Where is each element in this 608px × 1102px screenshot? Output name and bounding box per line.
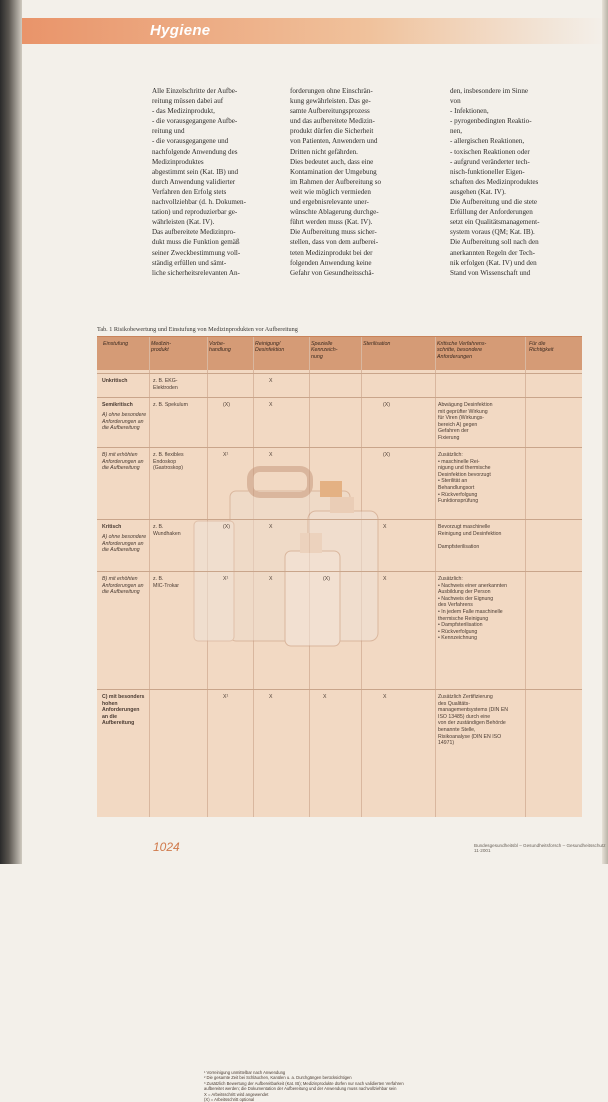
table-caption: Tab. 1 Risikobewertung und Einstufung von Medizinprodukten vor Aufbereitung bbox=[97, 326, 298, 333]
cell-note: B) mit erhöhten Anforderungen an die Aufbereitung bbox=[102, 452, 144, 472]
text-line: tation) und reproduzierbar ge- bbox=[152, 208, 238, 217]
text-line: liche sicherheitsrelevanten An- bbox=[152, 268, 240, 277]
cell-product: z. B. MIC-Trokar bbox=[153, 576, 180, 589]
text-line: reitung müssen dabei auf bbox=[152, 97, 224, 106]
footnote-line: ³ Zusätzlich Bewertung der Aufbereitbarkeit (Kat. IB); Medizinprodukte dürfen nur nach validierten Verfahren bbox=[204, 1080, 404, 1086]
th-einstufung: Einstufung bbox=[103, 341, 129, 347]
text-line: wünschte Ablagerung durchge- bbox=[290, 208, 379, 217]
text-line: nik erfolgen (Kat. IV) und den bbox=[450, 258, 537, 267]
cell-note: A) ohne besondere Anforderungen an die Aufbereitung bbox=[102, 534, 147, 554]
cell-krit: Abwägung Desinfektion mit geprüfter Wirkung für Viren (Wirkungs- bereich A) gegen Gefahren der Fixierung bbox=[438, 402, 493, 441]
text-line: ständig erfüllen und sämt- bbox=[152, 258, 227, 267]
text-line: - aufgrund veränderter tech- bbox=[450, 157, 530, 166]
th-produkt: Medizin- produkt bbox=[151, 341, 172, 354]
text-line: und das aufbereitete Medizin- bbox=[290, 117, 375, 126]
cell-steril: (X) bbox=[383, 402, 390, 408]
text-column-3 bbox=[450, 86, 580, 278]
text-line: - die vorausgegangene Aufbe- bbox=[152, 117, 238, 126]
text-line: system voraus (QM; Kat. IB). bbox=[450, 228, 535, 237]
cell-reinig: X bbox=[269, 402, 273, 408]
th-vorbehandlung: Vorbe- handlung bbox=[209, 341, 231, 354]
text-line: - Infektionen, bbox=[450, 107, 489, 116]
cell-kenn: (X) bbox=[323, 576, 330, 582]
text-line: - allergischen Reaktionen, bbox=[450, 137, 525, 146]
cell-vorbeh: (X) bbox=[223, 402, 230, 408]
text-line: nachvollziehbar (d. h. Dokumen- bbox=[152, 198, 246, 207]
text-line: und ergebnisrelevante uner- bbox=[290, 198, 369, 207]
th-kennzeichnung: Spezielle Kennzeich- nung bbox=[311, 341, 338, 360]
cell-steril: X bbox=[383, 694, 387, 700]
text-line: Das aufbereitete Medizinpro- bbox=[152, 228, 236, 237]
cell-vorbeh: X¹ bbox=[223, 694, 229, 700]
text-line: - das Medizinprodukt, bbox=[152, 107, 215, 116]
binding-gutter bbox=[0, 0, 22, 864]
cell-krit: Bevorzugt maschinelle Reinigung und Desinfektion Dampfsterilisation bbox=[438, 524, 502, 550]
text-line: währleisten (Kat. IV). bbox=[152, 218, 215, 227]
text-line: nisch-funktioneller Eigen- bbox=[450, 167, 525, 176]
table-row bbox=[97, 397, 582, 448]
text-line: führt werden muss (Kat. IV). bbox=[290, 218, 373, 227]
cell-class: Kritisch bbox=[102, 524, 122, 530]
text-line: Dritten nicht gefährden. bbox=[290, 147, 358, 156]
text-line: Die Aufbereitung muss sicher- bbox=[290, 228, 377, 237]
text-line: Alle Einzelschritte der Aufbe- bbox=[152, 87, 238, 95]
text-line: von Patienten, Anwendern und bbox=[290, 137, 378, 146]
page-edge bbox=[602, 0, 608, 864]
text-line: Die Aufbereitung und die stete bbox=[450, 198, 538, 207]
footnote-line: (X) = Arbeitsschritt optional bbox=[204, 1097, 255, 1102]
cell-krit: Zusätzlich: • Nachweis einer anerkannten Ausbildung der Person • Nachweis der Eignung des Verfahrens • In jedem Falle maschinelle thermische Reinigung • Dampfsterilisation • Rückverfolgung • Kennzeichnung bbox=[438, 576, 508, 642]
table-row bbox=[97, 571, 582, 690]
text-line: Medizinproduktes bbox=[152, 157, 204, 166]
text-line: folgenden Anwendung keine bbox=[290, 258, 372, 267]
th-kritisch: Kritische Verfahrens- schritte, besondere Anforderungen bbox=[437, 341, 487, 360]
text-line: Verfahren den Erfolg stets bbox=[152, 187, 227, 196]
page-number: 1024 bbox=[153, 840, 180, 854]
table-row bbox=[97, 373, 582, 398]
cell-krit: Zusätzlich Zertifizierung des Qualitäts- managementsystems (DIN EN ISO 13485) durch eine von der zuständigen Behörde benannte Stelle, Risikoanalyse (DIN EN ISO 14971) bbox=[438, 694, 509, 747]
journal-reference: Bundesgesundheitsbl – Gesundheitsforsch – Gesundheitsschutz 11·2001 bbox=[474, 843, 606, 853]
text-column-1 bbox=[152, 86, 277, 278]
text-line: schaften des Medizinproduktes bbox=[450, 177, 539, 186]
cell-reinig: X bbox=[269, 694, 273, 700]
text-line: Dies bedeutet auch, dass eine bbox=[290, 157, 374, 166]
text-line: forderungen ohne Einschrän- bbox=[290, 87, 373, 95]
cell-vorbeh: (X) bbox=[223, 524, 230, 530]
text-line: stellen, dass von dem aufberei- bbox=[290, 238, 379, 247]
text-line: im Rahmen der Aufbereitung so bbox=[290, 177, 382, 186]
text-line: kung gewährleisten. Das ge- bbox=[290, 97, 371, 106]
cell-steril: X bbox=[383, 576, 387, 582]
cell-steril: X bbox=[383, 524, 387, 530]
cell-class: Unkritisch bbox=[102, 378, 128, 384]
th-richtigkeit: Für die Richtigkeit bbox=[529, 341, 554, 354]
cell-vorbeh: X¹ bbox=[223, 576, 229, 582]
cell-reinig: X bbox=[269, 524, 273, 530]
text-line: Die Aufbereitung soll nach den bbox=[450, 238, 539, 247]
cell-class: Semikritisch bbox=[102, 402, 133, 408]
cell-steril: (X) bbox=[383, 452, 390, 458]
text-line: weit wie möglich vermieden bbox=[290, 187, 371, 196]
footnote-line: aufbereitet werden; die Dokumentation der Aufbereitung und der Anwendung muss nachvollziehbar sein bbox=[204, 1086, 397, 1092]
text-line: ausgehen (Kat. IV). bbox=[450, 187, 506, 196]
cell-product: z. B. Wundhaken bbox=[153, 524, 181, 537]
text-line: - die vorausgegangene und bbox=[152, 137, 229, 146]
text-line: setzt ein Qualitätsmanagement- bbox=[450, 218, 540, 227]
cell-class: C) mit besonders hohen Anforderungen an die Aufbereitung bbox=[102, 694, 145, 727]
text-line: nen, bbox=[450, 127, 463, 136]
text-line: dukt muss die Funktion gemäß bbox=[152, 238, 240, 247]
header-band bbox=[22, 18, 602, 44]
cell-note: B) mit erhöhten Anforderungen an die Aufbereitung bbox=[102, 576, 144, 596]
text-line: nachfolgende Anwendung des bbox=[152, 147, 238, 156]
text-line: - toxischen Reaktionen oder bbox=[450, 147, 530, 156]
section-title: Hygiene bbox=[150, 22, 211, 39]
text-line: anerkannten Regeln der Tech- bbox=[450, 248, 536, 257]
text-line: produkt dürfen die Sicherheit bbox=[290, 127, 374, 136]
cell-krit: Zusätzlich: • maschinelle Rei- nigung und thermische Desinfektion bevorzugt • Sterilität an Behandlungsort • Rückverfolgung Funktionsprüfung bbox=[438, 452, 491, 505]
text-column-2 bbox=[290, 86, 415, 278]
table-footnotes bbox=[204, 1070, 504, 1102]
text-line: seiner Zweckbestimmung voll- bbox=[152, 248, 241, 257]
text-line: samte Aufbereitungsprozess bbox=[290, 107, 370, 116]
th-sterilisation: Sterilisation bbox=[363, 341, 391, 347]
text-line: Kontamination der Umgebung bbox=[290, 167, 377, 176]
text-line: - pyrogenbedingten Reaktio- bbox=[450, 117, 532, 126]
text-line: Gefahr von Gesundheitsschä- bbox=[290, 268, 374, 277]
text-line: Erfüllung der Anforderungen bbox=[450, 208, 533, 217]
table-row bbox=[97, 447, 582, 520]
cell-product: z. B. EKG- Elektroden bbox=[153, 378, 178, 391]
cell-product: z. B. flexibles Endoskop (Gastroskop) bbox=[153, 452, 184, 472]
cell-note: A) ohne besondere Anforderungen an die Aufbereitung bbox=[102, 412, 147, 432]
th-reinigung: Reinigung/ Desinfektion bbox=[255, 341, 285, 354]
table-header bbox=[97, 337, 582, 370]
footnote-line: ¹ Vorreinigung unmittelbar nach Anwendung bbox=[204, 1070, 286, 1075]
text-line: den, insbesondere im Sinne bbox=[450, 87, 529, 95]
text-line: Stand von Wissenschaft und bbox=[450, 268, 531, 277]
cell-kenn: X bbox=[323, 694, 327, 700]
text-line: von bbox=[450, 97, 461, 106]
text-line: teten Medizinprodukt bei der bbox=[290, 248, 373, 257]
table-row bbox=[97, 519, 582, 572]
text-line: durch Anwendung validierter bbox=[152, 177, 236, 186]
cell-reinig: X bbox=[269, 378, 273, 384]
text-line: reitung und bbox=[152, 127, 185, 136]
table-row bbox=[97, 689, 582, 750]
cell-reinig: X bbox=[269, 452, 273, 458]
cell-reinig: X bbox=[269, 576, 273, 582]
cell-product: z. B. Spekulum bbox=[153, 402, 188, 408]
text-line: abgestimmt sein (Kat. IB) und bbox=[152, 167, 239, 176]
footnote-line: ² Die gesamte Zeit bei Schläuchen, Kanülen u. a. Durchgängen berücksichtigen bbox=[204, 1075, 352, 1081]
footnote-line: X = Arbeitsschritt wird angewendet bbox=[204, 1091, 269, 1097]
cell-vorbeh: X¹ bbox=[223, 452, 229, 458]
